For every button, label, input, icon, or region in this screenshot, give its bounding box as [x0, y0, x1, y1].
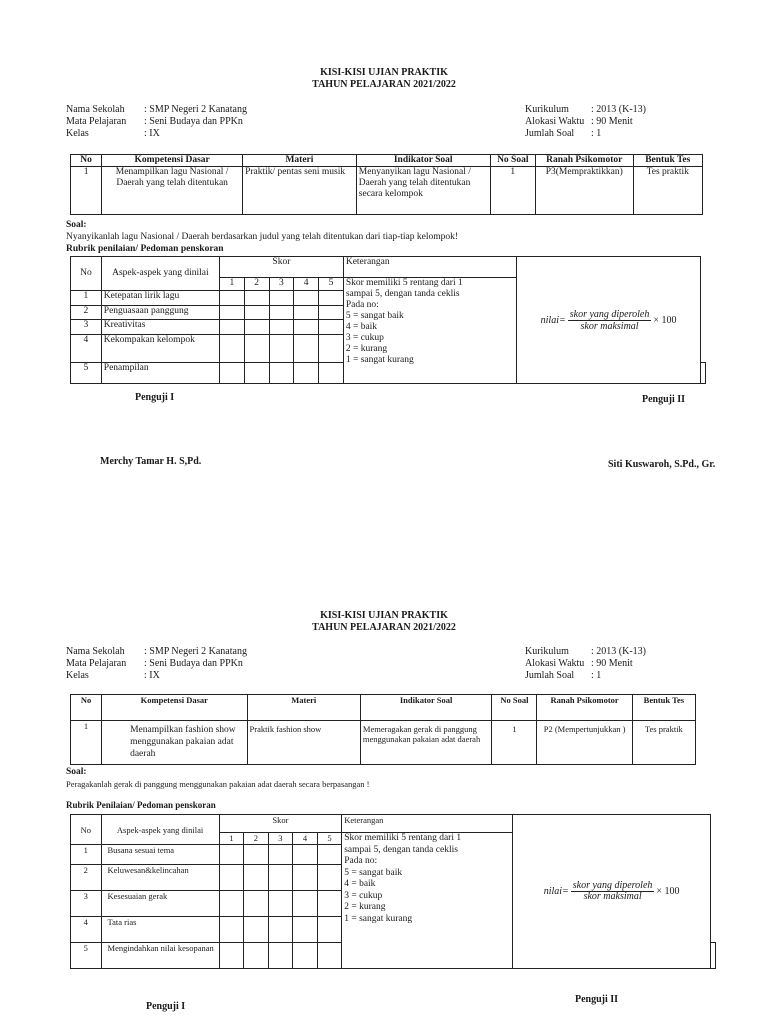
aspek-name: Busana sesuai tema — [101, 845, 219, 865]
formula-numerator: skor yang diperoleh — [569, 308, 650, 320]
doc1-rubrik-table — [70, 256, 706, 384]
doc1-soal-text: Nyanyikanlah lagu Nasional / Daerah berdasarkan judul yang telah ditentukan dari tiap-tiap kelompok! — [66, 232, 459, 242]
formula-denominator: skor maksimal — [580, 320, 639, 332]
info-value: : 2013 (K-13) — [591, 646, 646, 657]
aspek-no: 2 — [71, 865, 102, 891]
col-header: Aspek-aspek yang dinilai — [101, 257, 219, 291]
doc1-title-2: TAHUN PELAJARAN 2021/2022 — [312, 79, 456, 90]
keterangan-line: sampai 5, dengan tanda ceklis — [345, 289, 460, 300]
skor-header: 4 — [293, 833, 318, 845]
col-header: No — [71, 257, 102, 291]
doc2-penguji-2: Penguji II — [575, 994, 619, 1005]
aspek-name: Kesesuaian gerak — [101, 891, 219, 917]
col-header: Materi — [243, 155, 357, 167]
formula-cell — [513, 815, 711, 969]
keterangan-line: 4 = baik — [344, 879, 376, 889]
keterangan-cell — [342, 833, 513, 969]
col-header: No — [71, 695, 102, 721]
keterangan-line: 2 = kurang — [344, 902, 386, 912]
doc1-penguji-1: Penguji I — [135, 392, 175, 403]
keterangan-line: sampai 5, dengan tanda ceklis — [344, 844, 458, 855]
keterangan-line: Skor memiliki 5 rentang dari 1 — [345, 278, 463, 289]
info-value: : IX — [144, 670, 160, 681]
doc1-signer-1: Merchy Tamar H. S,Pd. — [100, 456, 202, 467]
table-cell: 1 — [71, 721, 102, 765]
formula-numerator: skor yang diperoleh — [572, 880, 653, 891]
formula-rhs: × 100 — [656, 885, 680, 897]
skor-header: 5 — [319, 278, 344, 291]
formula-cell — [517, 257, 701, 384]
info-value: : Seni Budaya dan PPKn — [144, 658, 243, 669]
aspek-name: Kreativitas — [101, 320, 219, 335]
doc2-title-2: TAHUN PELAJARAN 2021/2022 — [312, 622, 456, 633]
col-header: Materi — [247, 695, 360, 721]
info-label: Jumlah Soal — [525, 670, 575, 681]
aspek-no: 5 — [71, 943, 102, 969]
col-header: Kompetensi Dasar — [102, 155, 243, 167]
doc1-kisi-table — [70, 154, 703, 215]
aspek-no: 3 — [71, 320, 102, 335]
keterangan-cell — [343, 278, 516, 384]
info-label: Mata Pelajaran — [66, 658, 127, 669]
aspek-name: Keluwesan&kelincahan — [101, 865, 219, 891]
doc1-soal-label: Soal: — [66, 220, 87, 230]
score-formula — [515, 815, 708, 968]
keterangan-line: 5 = sangat baik — [344, 867, 403, 878]
skor-header: 4 — [294, 278, 319, 291]
skor-header: 3 — [269, 278, 294, 291]
table-cell: Praktik/ pentas seni musik — [243, 167, 357, 215]
col-header: No — [71, 155, 102, 167]
table-cell: Menampilkan fashion show menggunakan pakaian adat daerah — [102, 721, 247, 765]
aspek-no: 2 — [71, 305, 102, 320]
col-header: Bentuk Tes — [633, 155, 702, 167]
doc1-signer-2: Siti Kuswaroh, S.Pd., Gr. — [608, 459, 716, 470]
formula-denominator: skor maksimal — [583, 891, 642, 902]
table-cell: Praktik fashion show — [247, 721, 360, 765]
keterangan-line: Pada no: — [344, 856, 378, 866]
col-header: No — [71, 815, 102, 845]
doc2-info-left — [66, 646, 247, 682]
keterangan-line: Pada no: — [345, 300, 379, 311]
info-value: : 90 Menit — [591, 116, 633, 127]
doc2-title-1: KISI-KISI UJIAN PRAKTIK — [320, 610, 448, 621]
info-value: : 1 — [591, 128, 602, 139]
skor-header: 2 — [244, 833, 269, 845]
table-cell: 1 — [71, 167, 102, 215]
keterangan-line: 5 = sangat baik — [345, 311, 404, 322]
info-label: Nama Sekolah — [66, 646, 125, 657]
formula-lhs: nilai — [543, 885, 563, 897]
col-header: Ranah Psikomotor — [535, 155, 633, 167]
aspek-no: 4 — [71, 335, 102, 363]
formula-eq: = — [558, 314, 566, 326]
col-header: Aspek-aspek yang dinilai — [101, 815, 219, 845]
info-value: : 90 Menit — [591, 658, 633, 669]
info-label: Jumlah Soal — [525, 128, 575, 139]
skor-header: 1 — [219, 833, 244, 845]
doc2-soal-text: Peragakanlah gerak di panggung menggunakan pakaian adat daerah secara berpasangan ! — [66, 779, 370, 789]
col-header: Skor — [219, 815, 342, 833]
info-label: Alokasi Waktu — [525, 116, 585, 127]
table-cell: Tes praktik — [632, 721, 695, 765]
table-cell: Tes praktik — [633, 167, 702, 215]
aspek-no: 4 — [71, 917, 102, 943]
info-value: : 1 — [591, 670, 602, 681]
col-header: Kompetensi Dasar — [102, 695, 247, 721]
doc1-title-1: KISI-KISI UJIAN PRAKTIK — [320, 67, 448, 78]
col-header: Keterangan — [343, 257, 516, 278]
keterangan-line: 3 = cukup — [345, 333, 384, 344]
aspek-name: Mengindahkan nilai kesopanan — [101, 943, 219, 969]
score-formula — [519, 257, 698, 383]
col-header: Keterangan — [342, 815, 513, 833]
formula-eq: = — [562, 885, 569, 897]
doc2-kisi-table — [70, 694, 696, 765]
info-value: : 2013 (K-13) — [591, 104, 646, 115]
table-cell: 1 — [490, 167, 535, 215]
doc2-rubrik-table — [70, 814, 716, 969]
keterangan-line: 4 = baik — [345, 322, 378, 333]
col-header: No Soal — [490, 155, 535, 167]
doc2-soal-label: Soal: — [66, 767, 87, 777]
aspek-no: 5 — [71, 362, 102, 383]
info-label: Kelas — [66, 128, 89, 139]
doc2-info-right — [525, 646, 646, 682]
table-cell: 1 — [492, 721, 537, 765]
info-label: Kelas — [66, 670, 89, 681]
info-label: Kurikulum — [525, 646, 569, 657]
formula-rhs: × 100 — [653, 314, 677, 326]
formula-lhs: nilai — [540, 314, 559, 326]
table-cell: Memeragakan gerak di panggung menggunakan pakaian adat daerah — [360, 721, 491, 765]
info-value: : SMP Negeri 2 Kanatang — [144, 104, 247, 115]
aspek-no: 3 — [71, 891, 102, 917]
info-label: Nama Sekolah — [66, 104, 125, 115]
doc1-info-right — [525, 104, 646, 140]
keterangan-line: 2 = kurang — [345, 344, 388, 355]
skor-header: 2 — [244, 278, 269, 291]
keterangan-line: 3 = cukup — [344, 890, 383, 901]
col-header: Skor — [219, 257, 343, 278]
table-cell: Menampilkan lagu Nasional / Daerah yang telah ditentukan — [102, 167, 243, 215]
doc1-penguji-2: Penguji II — [642, 394, 686, 405]
keterangan-line: 1 = sangat kurang — [345, 355, 414, 366]
aspek-no: 1 — [71, 290, 102, 305]
col-header: Indikator Soal — [356, 155, 490, 167]
doc1-rubrik-label: Rubrik penilaian/ Pedoman penskoran — [66, 244, 224, 254]
col-header: Ranah Psikomotor — [537, 695, 632, 721]
aspek-name: Penampilan — [101, 362, 219, 383]
col-header: No Soal — [492, 695, 537, 721]
aspek-no: 1 — [71, 845, 102, 865]
aspek-name: Tata rias — [101, 917, 219, 943]
skor-header: 5 — [317, 833, 342, 845]
col-header: Indikator Soal — [360, 695, 491, 721]
table-cell: P2 (Mempertunjukkan ) — [537, 721, 632, 765]
aspek-name: Penguasaan panggung — [101, 305, 219, 320]
info-value: : Seni Budaya dan PPKn — [144, 116, 243, 127]
table-cell: Menyanyikan lagu Nasional / Daerah yang telah ditentukan secara kelompok — [356, 167, 490, 215]
doc1-info-left — [66, 104, 247, 140]
info-label: Alokasi Waktu — [525, 658, 585, 669]
skor-header: 3 — [268, 833, 293, 845]
info-value: : IX — [144, 128, 160, 139]
keterangan-line: Skor memiliki 5 rentang dari 1 — [344, 833, 462, 843]
skor-header: 1 — [219, 278, 244, 291]
info-value: : SMP Negeri 2 Kanatang — [144, 646, 247, 657]
keterangan-line: 1 = sangat kurang — [344, 913, 413, 924]
doc2-rubrik-label: Rubrik Penilaian/ Pedoman penskoran — [66, 800, 216, 810]
info-label: Mata Pelajaran — [66, 116, 127, 127]
doc2-penguji-1: Penguji I — [146, 1001, 186, 1012]
info-label: Kurikulum — [525, 104, 569, 115]
col-header: Bentuk Tes — [632, 695, 695, 721]
aspek-name: Kekompakan kelompok — [101, 335, 219, 363]
table-cell: P3(Mempraktikkan) — [535, 167, 633, 215]
aspek-name: Ketepatan lirik lagu — [101, 290, 219, 305]
